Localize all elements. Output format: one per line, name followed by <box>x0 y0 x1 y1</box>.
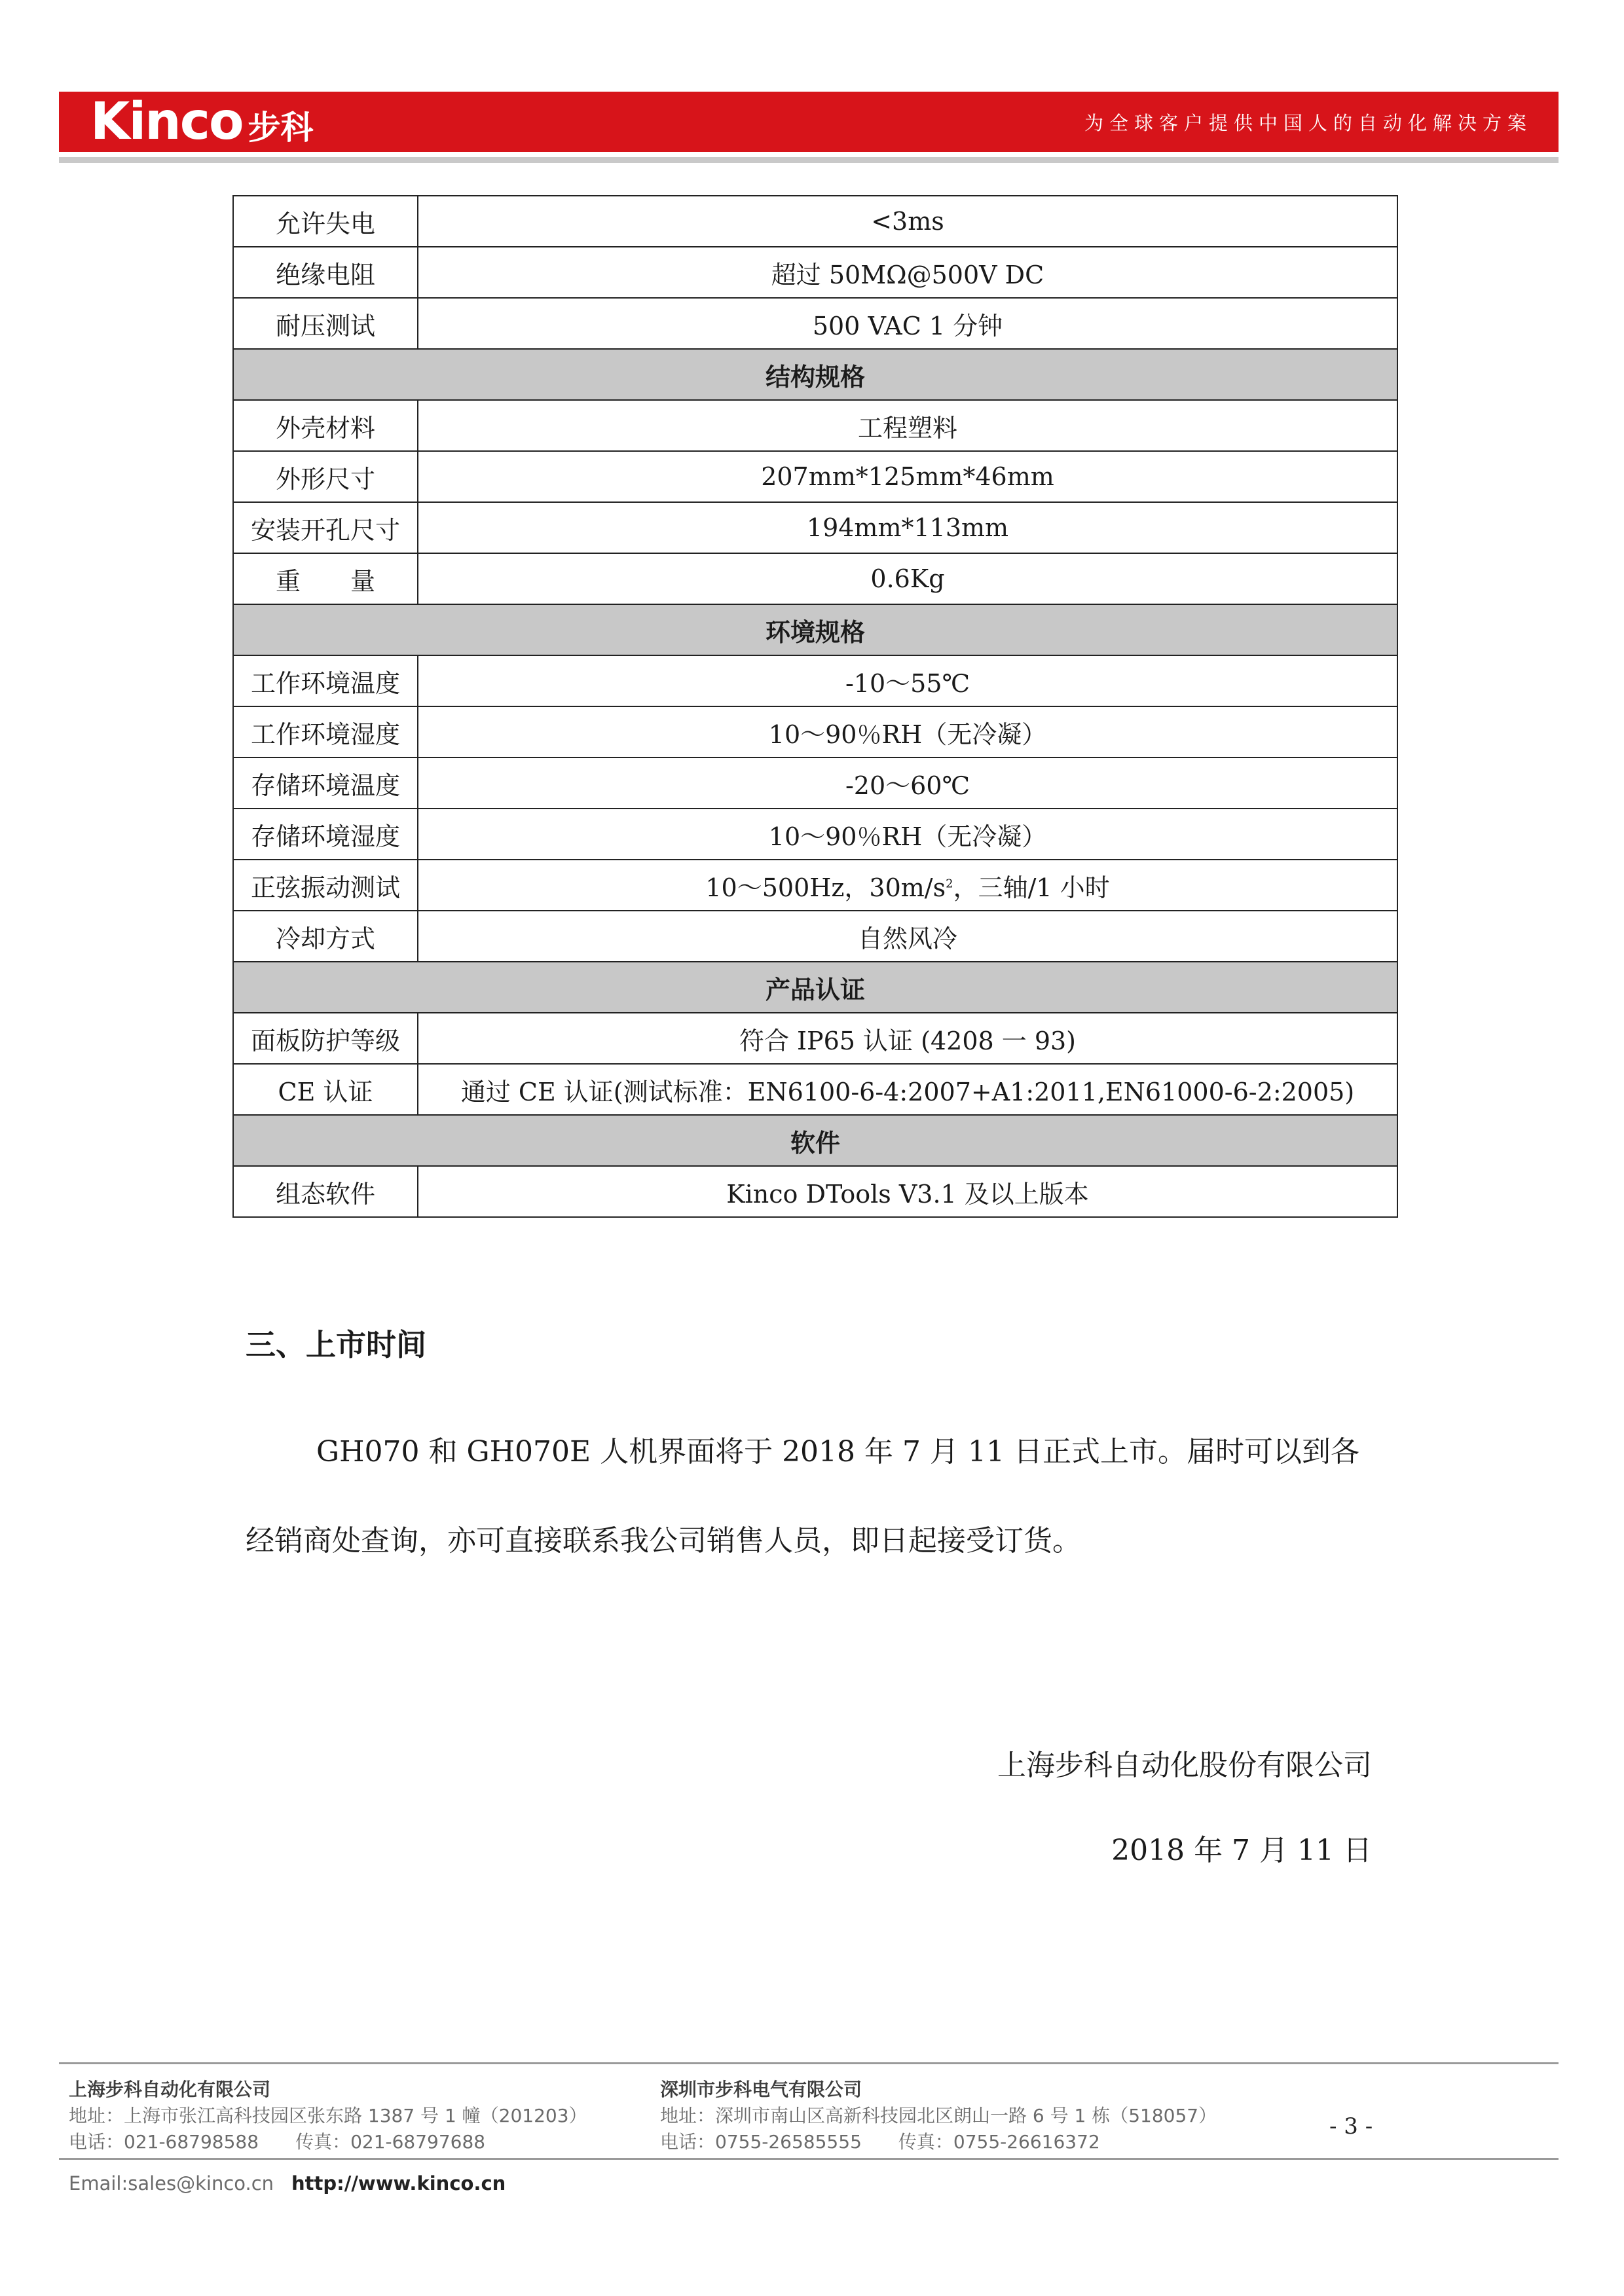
spec-value: -10～55℃ <box>418 655 1397 706</box>
footer-contact-shanghai <box>69 2077 587 2155</box>
spec-row <box>233 809 1397 860</box>
spec-row <box>233 400 1397 451</box>
footer-company-name: 深圳市步科电气有限公司 <box>660 2079 862 2100</box>
footer-phones: 电话：0755-26585555 传真：0755-26616372 <box>660 2131 1100 2153</box>
spec-section-header <box>233 962 1397 1013</box>
spec-section-header <box>233 349 1397 400</box>
section-title: 产品认证 <box>233 962 1397 1013</box>
spec-row <box>233 247 1397 298</box>
spec-value: 194mm*113mm <box>418 502 1397 553</box>
signature-company: 上海步科自动化股份有限公司 <box>997 1749 1372 1782</box>
spec-label: CE 认证 <box>233 1064 418 1115</box>
spec-row <box>233 1064 1397 1115</box>
footer-company-name: 上海步科自动化有限公司 <box>69 2079 271 2100</box>
spec-label: 正弦振动测试 <box>233 860 418 911</box>
spec-label: 耐压测试 <box>233 298 418 349</box>
spec-row <box>233 298 1397 349</box>
spec-label: 存储环境湿度 <box>233 809 418 860</box>
spec-section-header <box>233 1115 1397 1166</box>
spec-label: 面板防护等级 <box>233 1013 418 1064</box>
spec-label: 重 量 <box>233 553 418 604</box>
spec-label: 冷却方式 <box>233 911 418 962</box>
spec-value: 工程塑料 <box>418 400 1397 451</box>
spec-row <box>233 655 1397 706</box>
spec-value: 超过 50MΩ@500V DC <box>418 247 1397 298</box>
footer-phones: 电话：021-68798588 传真：021-68797688 <box>69 2131 486 2153</box>
section-title: 环境规格 <box>233 604 1397 655</box>
spec-value-text: ，三轴/1 小时 <box>953 873 1110 902</box>
footer-contact-shenzhen <box>660 2077 1217 2155</box>
spec-row <box>233 451 1397 502</box>
spec-value: <3ms <box>418 196 1397 247</box>
header-slogan: 为全球客户提供中国人的自动化解决方案 <box>1084 111 1532 134</box>
spec-label: 工作环境湿度 <box>233 706 418 757</box>
spec-value: 0.6Kg <box>418 553 1397 604</box>
spec-row <box>233 502 1397 553</box>
spec-row <box>233 860 1397 911</box>
footer-divider-bottom <box>59 2158 1559 2160</box>
spec-value-superscript: 2 <box>946 876 953 890</box>
kinco-logo <box>90 92 314 152</box>
spec-label: 安装开孔尺寸 <box>233 502 418 553</box>
spec-label: 外形尺寸 <box>233 451 418 502</box>
release-paragraph: GH070 和 GH070E 人机界面将于 2018 年 7 月 11 日正式上市。届时可以到各经销商处查询，亦可直接联系我公司销售人员，即日起接受订货。 <box>246 1435 1359 1558</box>
spec-label: 工作环境温度 <box>233 655 418 706</box>
spec-label: 外壳材料 <box>233 400 418 451</box>
spec-label: 组态软件 <box>233 1166 418 1217</box>
spec-value <box>418 860 1397 911</box>
spec-value-text: 10～500Hz，30m/s <box>705 873 946 902</box>
page-number: - 3 - <box>1329 2113 1373 2140</box>
spec-value: 通过 CE 认证(测试标准：EN6100-6-4:2007+A1:2011,EN61000-6-2:2005) <box>418 1064 1397 1115</box>
section-title: 软件 <box>233 1115 1397 1166</box>
spec-row <box>233 1166 1397 1217</box>
spec-row <box>233 911 1397 962</box>
spec-value: 500 VAC 1 分钟 <box>418 298 1397 349</box>
spec-label: 绝缘电阻 <box>233 247 418 298</box>
spec-row <box>233 1013 1397 1064</box>
spec-value: 10～90％RH（无冷凝） <box>418 706 1397 757</box>
spec-label: 存储环境温度 <box>233 757 418 809</box>
spec-value: -20～60℃ <box>418 757 1397 809</box>
header-divider <box>59 157 1559 163</box>
spec-row <box>233 706 1397 757</box>
logo-text-cn: 步科 <box>248 109 314 147</box>
spec-row <box>233 196 1397 247</box>
footer-website-link[interactable]: http://www.kinco.cn <box>291 2172 506 2195</box>
spec-value: 符合 IP65 认证 (4208 一 93) <box>418 1013 1397 1064</box>
spec-row <box>233 553 1397 604</box>
spec-table <box>232 195 1398 1218</box>
section-heading-release: 三、上市时间 <box>246 1327 426 1362</box>
section-title: 结构规格 <box>233 349 1397 400</box>
spec-value: Kinco DTools V3.1 及以上版本 <box>418 1166 1397 1217</box>
logo-text-en: Kinco <box>90 92 243 151</box>
footer-address: 地址：深圳市南山区高新科技园北区朗山一路 6 号 1 栋（518057） <box>660 2105 1217 2126</box>
spec-table-body <box>233 196 1397 1217</box>
signature-date: 2018 年 7 月 11 日 <box>1111 1834 1372 1867</box>
footer-address: 地址：上海市张江高科技园区张东路 1387 号 1 幢（201203） <box>69 2105 587 2126</box>
spec-value: 10～90％RH（无冷凝） <box>418 809 1397 860</box>
spec-label: 允许失电 <box>233 196 418 247</box>
spec-row <box>233 757 1397 809</box>
spec-value: 207mm*125mm*46mm <box>418 451 1397 502</box>
footer-email-link[interactable]: Email:sales@kinco.cn <box>69 2172 274 2195</box>
spec-value: 自然风冷 <box>418 911 1397 962</box>
footer-divider-top <box>59 2062 1559 2064</box>
spec-section-header <box>233 604 1397 655</box>
